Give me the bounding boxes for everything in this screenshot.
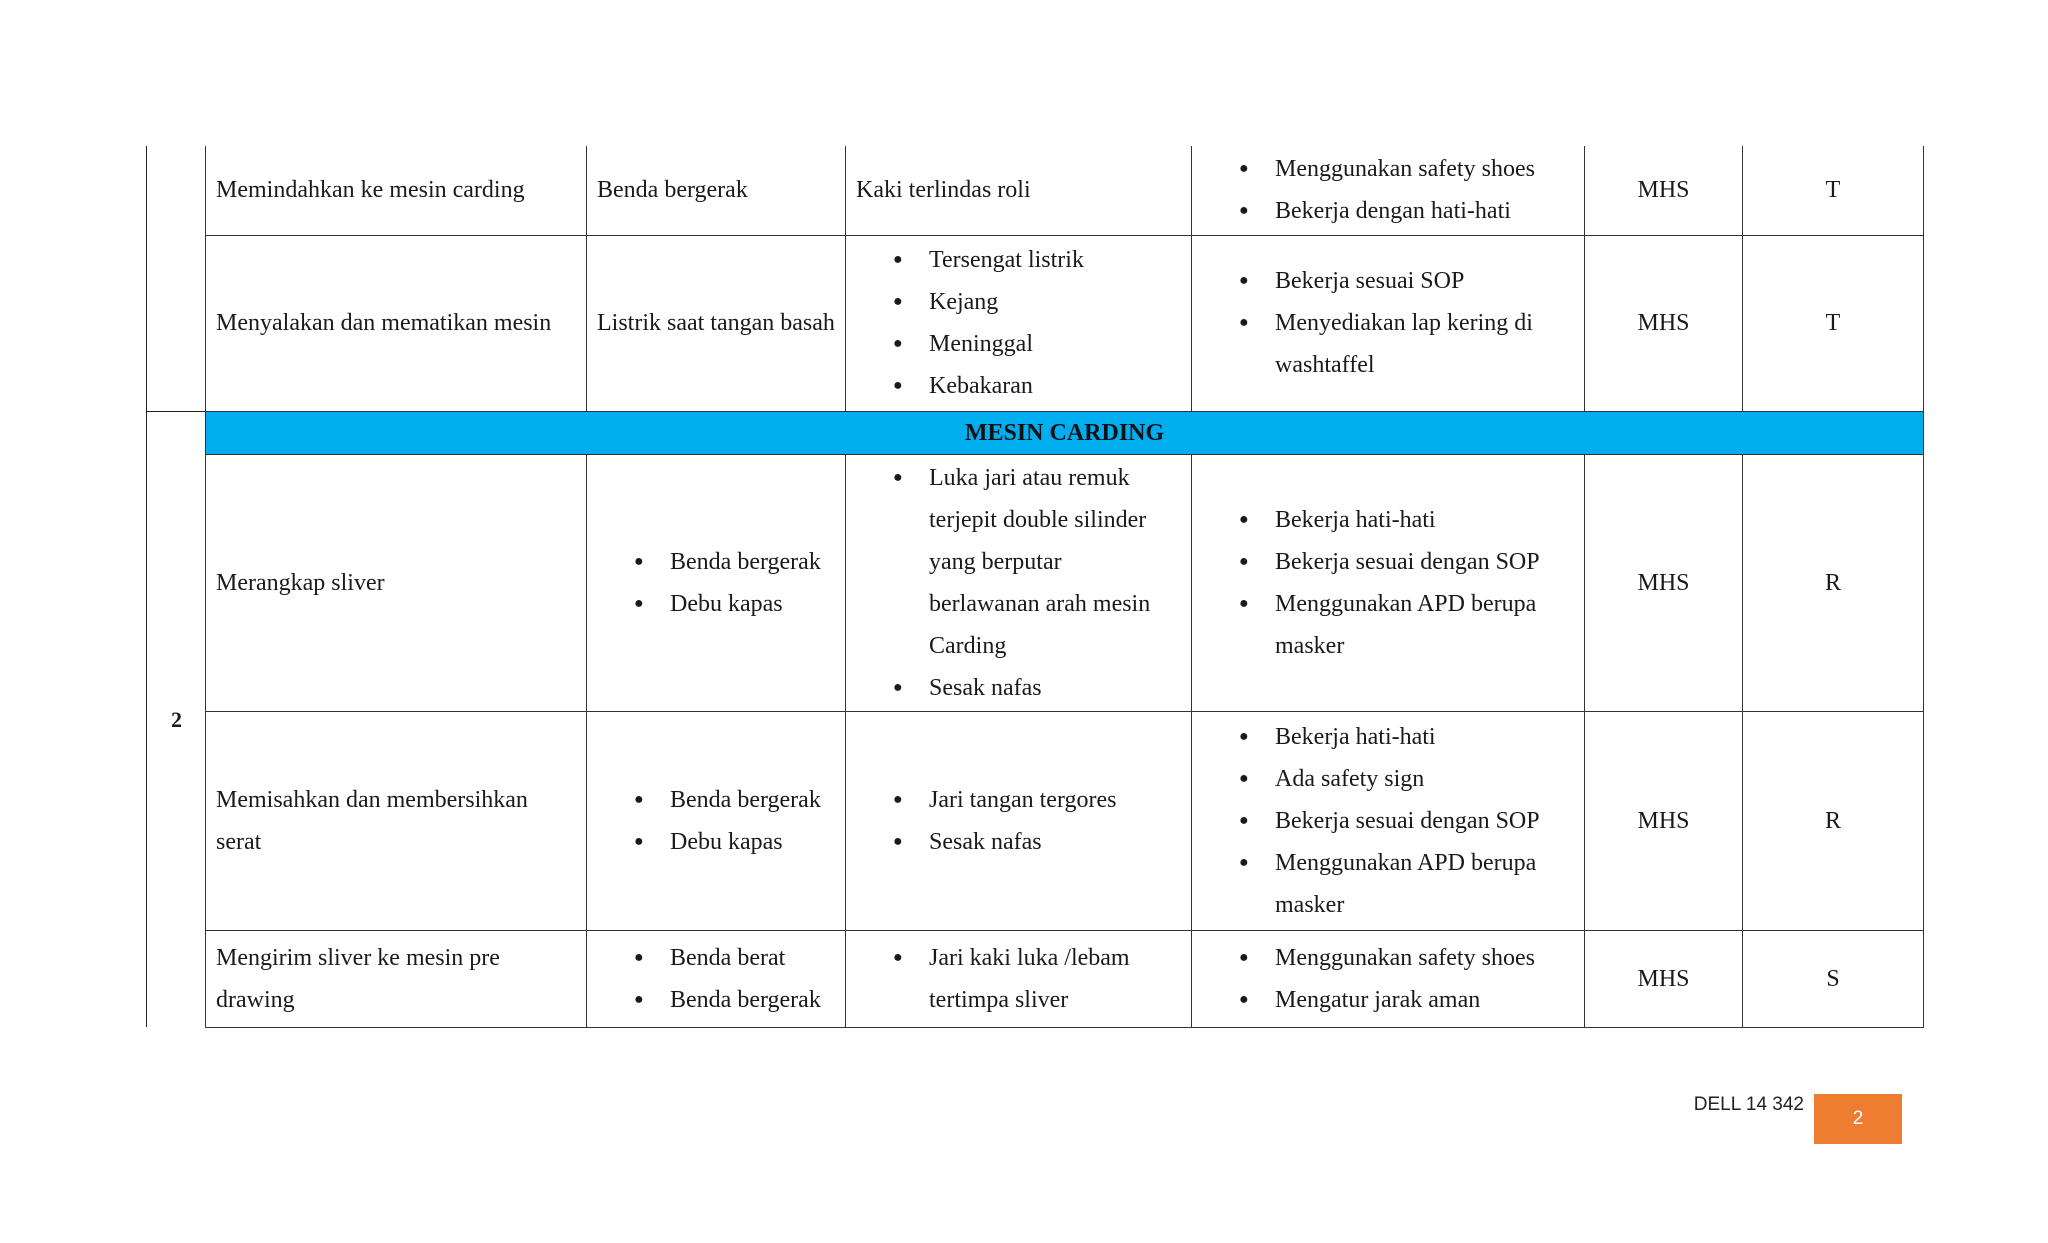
level-cell: T [1743,146,1924,235]
risk-cell [846,930,1192,1027]
control-cell [1192,454,1585,711]
pic-cell: MHS [1585,454,1743,711]
document-id: DELL 14 342 [1693,1094,1804,1115]
list-item: ● Benda berat [670,937,835,979]
pic-cell: MHS [1585,711,1743,930]
number-column-continued [146,146,206,411]
section-title: MESIN CARDING [206,411,1924,454]
list-item: ● Bekerja hati-hati [1275,499,1574,541]
list-item: ● Bekerja sesuai dengan SOP [1275,541,1574,583]
list-item: ● Benda bergerak [670,979,835,1021]
hazard-cell [587,930,846,1027]
hazard-cell: Listrik saat tangan basah [587,235,846,411]
list-item: ● Sesak nafas [929,821,1181,863]
list-item: ● Debu kapas [670,583,835,625]
hazard-cell [587,711,846,930]
table-row [206,454,1924,711]
table-row [206,146,1924,235]
list-item: ● Bekerja hati-hati [1275,716,1574,758]
list-item: ● Tersengat listrik [929,239,1181,281]
activity-cell: Memindahkan ke mesin carding [206,146,587,235]
row-number: 2 [171,706,182,732]
control-cell [1192,711,1585,930]
pic-cell: MHS [1585,930,1743,1027]
list-item: ● Menggunakan safety shoes [1275,148,1574,190]
activity-cell: Memisahkan dan membersihkan serat [206,711,587,930]
control-cell [1192,235,1585,411]
list-item: ● Kebakaran [929,365,1181,407]
control-cell [1192,930,1585,1027]
section-header-row [206,411,1924,454]
list-item: ● Ada safety sign [1275,758,1574,800]
pic-cell: MHS [1585,146,1743,235]
list-item: ● Sesak nafas [929,667,1181,709]
list-item: ● Luka jari atau remuk terjepit double silinder yang berputar berlawanan arah mesin Carding [929,457,1181,667]
pic-cell: MHS [1585,235,1743,411]
table-row [206,711,1924,930]
list-item: ● Bekerja sesuai SOP [1275,260,1574,302]
activity-cell: Menyalakan dan mematikan mesin [206,235,587,411]
risk-assessment-table [205,146,1924,1028]
list-item: ● Benda bergerak [670,541,835,583]
list-item: ● Menyediakan lap kering di washtaffel [1275,302,1574,386]
list-item: ● Bekerja dengan hati-hati [1275,190,1574,232]
list-item: ● Benda bergerak [670,779,835,821]
table-row [206,930,1924,1027]
list-item: ● Kejang [929,281,1181,323]
risk-cell [846,235,1192,411]
list-item: ● Jari tangan tergores [929,779,1181,821]
list-item: ● Debu kapas [670,821,835,863]
list-item: ● Bekerja sesuai dengan SOP [1275,800,1574,842]
level-cell: R [1743,711,1924,930]
risk-cell [846,711,1192,930]
list-item: ● Meninggal [929,323,1181,365]
list-item: ● Mengatur jarak aman [1275,979,1574,1021]
list-item: ● Menggunakan APD berupa masker [1275,842,1574,926]
control-cell [1192,146,1585,235]
list-item: ● Menggunakan safety shoes [1275,937,1574,979]
activity-cell: Merangkap sliver [206,454,587,711]
level-cell: S [1743,930,1924,1027]
risk-cell [846,454,1192,711]
level-cell: R [1743,454,1924,711]
number-column-group-2 [146,411,206,1027]
level-cell: T [1743,235,1924,411]
risk-cell: Kaki terlindas roli [846,146,1192,235]
hazard-cell: Benda bergerak [587,146,846,235]
list-item: ● Menggunakan APD berupa masker [1275,583,1574,667]
table-row [206,235,1924,411]
activity-cell: Mengirim sliver ke mesin pre drawing [206,930,587,1027]
list-item: ● Jari kaki luka /lebam tertimpa sliver [929,937,1181,1021]
page-number-badge: 2 [1814,1094,1902,1144]
hazard-cell [587,454,846,711]
